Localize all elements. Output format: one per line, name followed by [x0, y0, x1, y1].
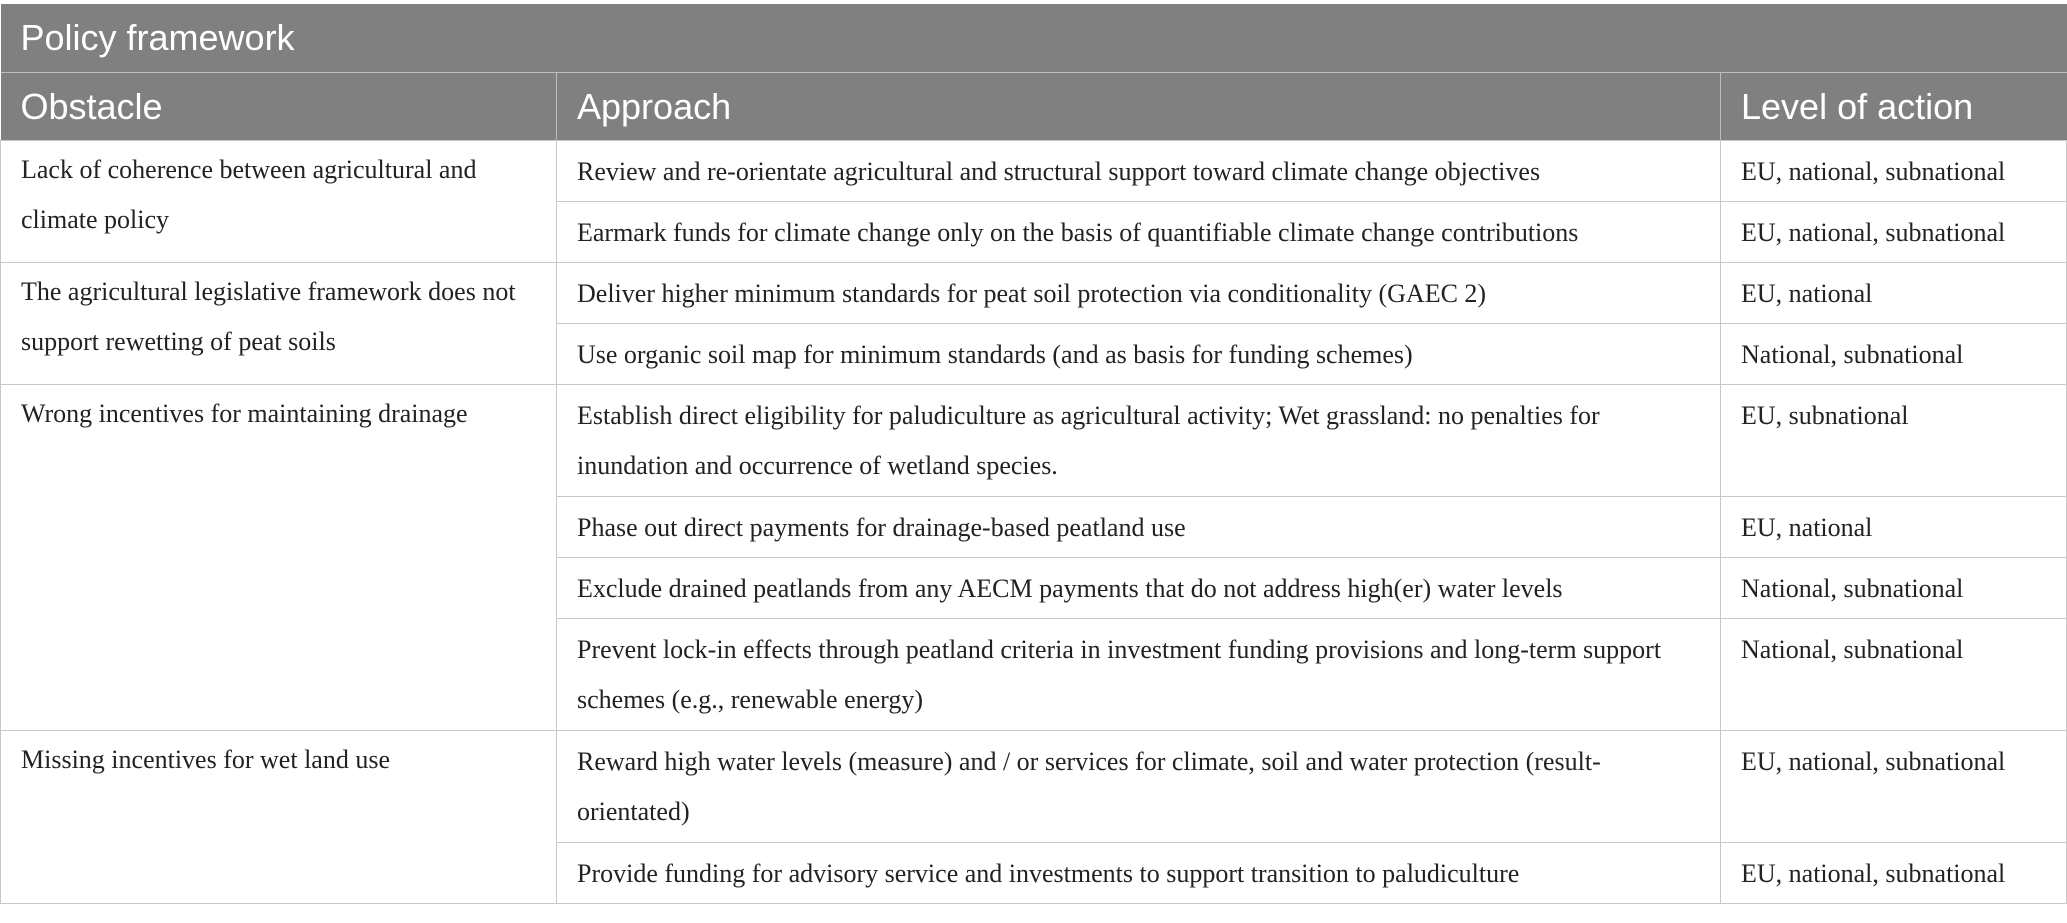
approach-cell: Phase out direct payments for drainage-based peatland use — [557, 497, 1721, 558]
level-cell: National, subnational — [1721, 558, 2067, 619]
table-header-row — [1, 73, 2067, 141]
approach-cell: Prevent lock-in effects through peatland criteria in investment funding provisions and long-term support schemes (e.g., renewable energy) — [557, 619, 1721, 731]
header-approach: Approach — [557, 73, 1721, 141]
level-cell: EU, national, subnational — [1721, 731, 2067, 843]
obstacle-cell: The agricultural legislative framework does not support rewetting of peat soils — [1, 263, 557, 385]
level-cell: EU, subnational — [1721, 385, 2067, 497]
table-title: Policy framework — [1, 4, 2067, 73]
approach-cell: Reward high water levels (measure) and / or services for climate, soil and water protection (result-orientated) — [557, 731, 1721, 843]
table-row — [1, 141, 2067, 202]
level-cell: EU, national, subnational — [1721, 141, 2067, 202]
table-title-row — [1, 4, 2067, 73]
table-row — [1, 263, 2067, 324]
table-row — [1, 385, 2067, 497]
approach-cell: Deliver higher minimum standards for peat soil protection via conditionality (GAEC 2) — [557, 263, 1721, 324]
table-row — [1, 731, 2067, 843]
header-obstacle: Obstacle — [1, 73, 557, 141]
level-cell: EU, national, subnational — [1721, 202, 2067, 263]
level-cell: EU, national, subnational — [1721, 843, 2067, 904]
approach-cell: Earmark funds for climate change only on the basis of quantifiable climate change contributions — [557, 202, 1721, 263]
obstacle-cell: Missing incentives for wet land use — [1, 731, 557, 904]
obstacle-cell: Wrong incentives for maintaining drainage — [1, 385, 557, 731]
header-level-of-action: Level of action — [1721, 73, 2067, 141]
approach-cell: Establish direct eligibility for paludiculture as agricultural activity; Wet grassland: no penalties for inundation and occurrence of wetland species. — [557, 385, 1721, 497]
level-cell: EU, national — [1721, 263, 2067, 324]
approach-cell: Use organic soil map for minimum standards (and as basis for funding schemes) — [557, 324, 1721, 385]
level-cell: EU, national — [1721, 497, 2067, 558]
policy-framework-table — [0, 4, 2067, 904]
policy-table-container — [0, 4, 2066, 904]
level-cell: National, subnational — [1721, 619, 2067, 731]
approach-cell: Exclude drained peatlands from any AECM payments that do not address high(er) water levels — [557, 558, 1721, 619]
obstacle-cell: Lack of coherence between agricultural and climate policy — [1, 141, 557, 263]
approach-cell: Review and re-orientate agricultural and structural support toward climate change objectives — [557, 141, 1721, 202]
approach-cell: Provide funding for advisory service and investments to support transition to paludiculture — [557, 843, 1721, 904]
level-cell: National, subnational — [1721, 324, 2067, 385]
